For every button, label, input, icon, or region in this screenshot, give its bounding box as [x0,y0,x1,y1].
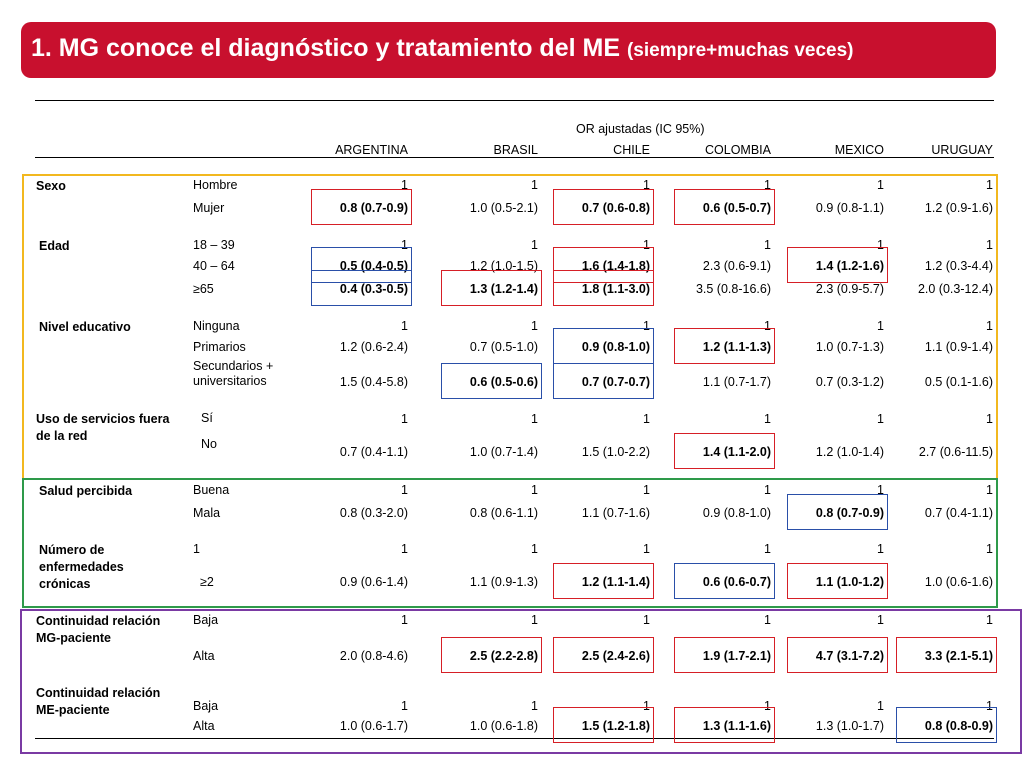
column-header: MEXICO [834,143,884,157]
table-cell: 1 [401,613,408,627]
table-cell: 4.7 (3.1-7.2) [815,649,884,663]
row-category-label: ≥65 [193,282,214,296]
row-category-label: Hombre [193,178,238,192]
table-cell: 1 [531,319,538,333]
row-category-label: Mala [193,506,221,520]
table-cell: 1 [986,238,993,252]
table-cell: 1 [401,542,408,556]
table-cell: 1.1 (0.7-1.7) [702,375,771,389]
table-cell: 1.3 (1.0-1.7) [815,719,884,733]
table-cell: 1.4 (1.1-2.0) [702,445,771,459]
table-cell: 1.8 (1.1-3.0) [581,282,650,296]
table-cell: 1 [877,319,884,333]
table-cell: 0.8 (0.8-0.9) [924,719,993,733]
table-cell: 1.5 (1.0-2.2) [581,445,650,459]
table-cell: 1 [401,178,408,192]
table-cell: 0.8 (0.3-2.0) [339,506,408,520]
table-cell: 0.7 (0.7-0.7) [581,375,650,389]
table-cell: 0.9 (0.6-1.4) [339,575,408,589]
table-cell: 0.9 (0.8-1.0) [581,340,650,354]
row-category-label: 1 [193,542,200,556]
table-cell: 0.5 (0.1-1.6) [924,375,993,389]
table-cell: 2.5 (2.4-2.6) [581,649,650,663]
table-cell: 1.4 (1.2-1.6) [815,259,884,273]
table-cell: 1 [643,483,650,497]
row-category-label: Mujer [193,201,225,215]
table-cell: 1.5 (0.4-5.8) [339,375,408,389]
table-cell: 1 [986,412,993,426]
group-frame-green [22,478,998,608]
table-cell: 1 [877,542,884,556]
row-group-label: Salud percibida [39,484,133,498]
table-cell: 0.6 (0.6-0.7) [702,575,771,589]
table-cell: 1 [643,238,650,252]
row-category-label: No [201,437,217,451]
table-cell: 1 [764,238,771,252]
row-group-label: Uso de servicios fuera de la red [36,412,170,443]
table-cell: 0.8 (0.7-0.9) [815,506,884,520]
row-category-label: Baja [193,613,219,627]
table-cell: 0.7 (0.4-1.1) [339,445,408,459]
table-cell: 3.5 (0.8-16.6) [695,282,771,296]
table-cell: 0.7 (0.5-1.0) [469,340,538,354]
row-category-label: Primarios [193,340,246,354]
table-cell: 1.1 (0.9-1.4) [924,340,993,354]
table-cell: 1.0 (0.7-1.4) [469,445,538,459]
row-category-label: Secundarios + universitarios [193,359,274,388]
table-cell: 1.0 (0.7-1.3) [815,340,884,354]
row-category-label: ≥2 [200,575,214,589]
row-category-label: Baja [193,699,219,713]
table-cell: 1 [643,319,650,333]
page-title-suffix: (siempre+muchas veces) [626,40,854,61]
table-cell: 0.6 (0.5-0.7) [702,201,771,215]
table-cell: 1 [986,699,993,713]
table-cell: 1 [764,613,771,627]
table-cell: 0.8 (0.6-1.1) [469,506,538,520]
table-cell: 1 [986,319,993,333]
table-cell: 1 [877,613,884,627]
row-group-label: Nivel educativo [39,320,131,334]
table-cell: 1 [764,483,771,497]
table-cell: 1 [401,238,408,252]
table-cell: 1 [764,319,771,333]
column-header: CHILE [613,143,650,157]
table-cell: 1.2 (1.0-1.4) [815,445,884,459]
table-cell: 1 [643,412,650,426]
table-cell: 1 [401,319,408,333]
table-cell: 1.2 (0.6-2.4) [339,340,408,354]
table-cell: 1 [877,412,884,426]
row-category-label: Alta [193,649,215,663]
table-cell: 2.7 (0.6-11.5) [918,445,993,459]
table-cell: 1.2 (0.9-1.6) [924,201,993,215]
table-cell: 1 [986,613,993,627]
column-header: URUGUAY [931,143,993,157]
table-cell: 1 [531,613,538,627]
table-cell: 1.2 (0.3-4.4) [924,259,993,273]
table-cell: 3.3 (2.1-5.1) [924,649,993,663]
table-cell: 1.2 (1.0-1.5) [469,259,538,273]
table-cell: 1.0 (0.6-1.7) [339,719,408,733]
table-cell: 1 [643,178,650,192]
table-cell: 0.4 (0.3-0.5) [339,282,408,296]
table-cell: 1 [986,542,993,556]
row-group-label: Continuidad relación ME-paciente [36,686,161,717]
table-cell: 1.1 (0.9-1.3) [469,575,538,589]
table-cell: 1 [401,412,408,426]
table-cell: 1.3 (1.2-1.4) [469,282,538,296]
table-cell: 1.9 (1.7-2.1) [702,649,771,663]
table-cell: 1.5 (1.2-1.8) [581,719,650,733]
row-category-label: 18 – 39 [193,238,235,252]
table-cell: 0.9 (0.8-1.0) [702,506,771,520]
table-cell: 1.2 (1.1-1.3) [702,340,771,354]
table-cell: 1.6 (1.4-1.8) [581,259,650,273]
table-cell: 1 [643,699,650,713]
table-cell: 1 [531,483,538,497]
table-cell: 1.1 (0.7-1.6) [581,506,650,520]
table-cell: 1 [764,699,771,713]
group-frame-purple [20,609,1022,754]
table-cell: 1 [643,542,650,556]
column-header: BRASIL [493,143,538,157]
table-cell: 1 [531,699,538,713]
table-cell: 1 [643,613,650,627]
table-cell: 1 [401,483,408,497]
column-header: COLOMBIA [705,143,771,157]
table-cell: 1 [764,542,771,556]
title-bar [21,22,996,78]
table-cell: 1.0 (0.5-2.1) [469,201,538,215]
table-cell: 1.0 (0.6-1.6) [924,575,993,589]
table-cell: 1 [877,699,884,713]
table-cell: 2.0 (0.3-12.4) [917,282,993,296]
group-frame-yellow [22,174,998,480]
table-cell: 2.5 (2.2-2.8) [469,649,538,663]
row-group-label: Sexo [36,179,66,193]
table-cell: 1 [986,178,993,192]
table-cell: 1.3 (1.1-1.6) [702,719,771,733]
table-cell: 1 [401,699,408,713]
row-group-label: Número de enfermedades crónicas [39,543,124,591]
row-group-label: Edad [39,239,70,253]
table-cell: 2.0 (0.8-4.6) [339,649,408,663]
table-cell: 1 [764,178,771,192]
row-category-label: Ninguna [193,319,240,333]
table-cell: 0.7 (0.6-0.8) [581,201,650,215]
table-cell: 0.5 (0.4-0.5) [339,259,408,273]
table-top-rule [35,100,994,101]
table-cell: 1 [531,178,538,192]
table-cell: 1 [531,412,538,426]
table-cell: 1.2 (1.1-1.4) [581,575,650,589]
row-category-label: Sí [201,411,213,425]
row-category-label: Buena [193,483,230,497]
table-cell: 1 [877,483,884,497]
table-cell: 0.8 (0.7-0.9) [339,201,408,215]
table-cell: 1 [764,412,771,426]
table-cell: 1.1 (1.0-1.2) [815,575,884,589]
table-cell: 2.3 (0.6-9.1) [702,259,771,273]
table-cell: 0.7 (0.3-1.2) [815,375,884,389]
table-cell: 1 [877,178,884,192]
or-header-label: OR ajustadas (IC 95%) [576,122,705,136]
table-cell: 2.3 (0.9-5.7) [815,282,884,296]
row-group-label: Continuidad relación MG-paciente [36,614,161,645]
column-header: ARGENTINA [335,143,408,157]
row-category-label: Alta [193,719,215,733]
table-cell: 0.7 (0.4-1.1) [924,506,993,520]
row-category-label: 40 – 64 [193,259,235,273]
table-cell: 0.6 (0.5-0.6) [469,375,538,389]
table-cell: 1 [986,483,993,497]
table-cell: 1 [877,238,884,252]
table-cell: 1.0 (0.6-1.8) [469,719,538,733]
table-cell: 1 [531,542,538,556]
table-cell: 0.9 (0.8-1.1) [815,201,884,215]
table-cell: 1 [531,238,538,252]
page-title: 1. MG conoce el diagnóstico y tratamiento del ME [31,34,621,62]
